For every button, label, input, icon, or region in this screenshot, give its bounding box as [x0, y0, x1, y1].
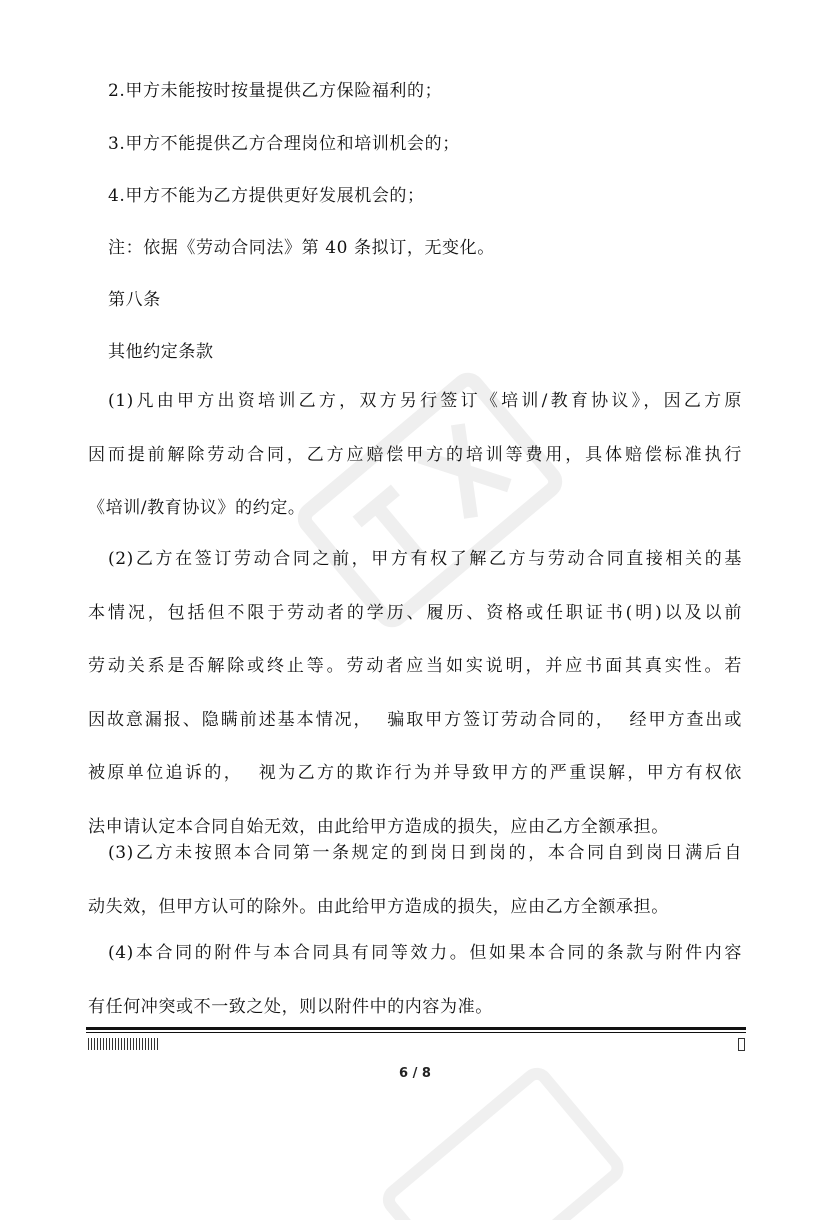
clause-line: 法申请认定本合同自始无效，由此给甲方造成的损失，应由乙方全额承担。	[88, 816, 669, 837]
article-number: 第八条	[108, 290, 161, 310]
footer-rule-thin	[86, 1032, 746, 1033]
footer-rule	[86, 1027, 746, 1030]
clause-2	[88, 548, 742, 869]
clause-line: 劳动关系是否解除或终止等。劳动者应当如实说明，并应书面其真实性。若	[88, 656, 742, 676]
article-title: 其他约定条款	[108, 342, 214, 362]
clause-line: 《培训/教育协议》的约定。	[88, 498, 306, 518]
list-item-2: 2.甲方未能按时按量提供乙方保险福利的；	[108, 81, 443, 101]
clause-3	[88, 842, 742, 949]
clause-line: 动失效，但甲方认可的除外。由此给甲方造成的损失，应由乙方全额承担。	[88, 896, 669, 917]
clause-line: 有任何冲突或不一致之处，则以附件中的内容为准。	[88, 996, 493, 1017]
legal-note: 注：依据《劳动合同法》第 40 条拟订，无变化。	[108, 238, 495, 258]
clause-line: 因故意漏报、隐瞒前述基本情况， 骗取甲方签订劳动合同的， 经甲方查出或	[88, 709, 742, 730]
clause-1	[88, 390, 742, 551]
clause-line: (1)凡由甲方出资培训乙方，双方另行签订《培训/教育协议》，因乙方原	[108, 391, 742, 411]
footer-garbled-glyphs	[88, 1038, 160, 1050]
watermark-stamp-lower	[360, 1060, 640, 1220]
clause-line: 被原单位追诉的， 视为乙方的欺诈行为并导致甲方的严重误解，甲方有权依	[88, 763, 742, 783]
clause-line: (2)乙方在签订劳动合同之前，甲方有权了解乙方与劳动合同直接相关的基	[108, 549, 742, 569]
list-item-4: 4.甲方不能为乙方提供更好发展机会的；	[108, 186, 425, 206]
list-item-3: 3.甲方不能提供乙方合理岗位和培训机会的；	[108, 134, 460, 154]
clause-line: (4)本合同的附件与本合同具有同等效力。但如果本合同的条款与附件内容	[108, 943, 742, 963]
clause-line: 因而提前解除劳动合同，乙方应赔偿甲方的培训等费用，具体赔偿标准执行	[88, 444, 742, 465]
footer-box-glyph	[738, 1038, 745, 1051]
clause-line: 本情况，包括但不限于劳动者的学历、履历、资格或任职证书(明)以及以前	[88, 602, 742, 623]
clause-line: (3)乙方未按照本合同第一条规定的到岗日到岗的，本合同自到岗日满后自	[108, 843, 742, 863]
page-number: 6 / 8	[399, 1066, 431, 1081]
